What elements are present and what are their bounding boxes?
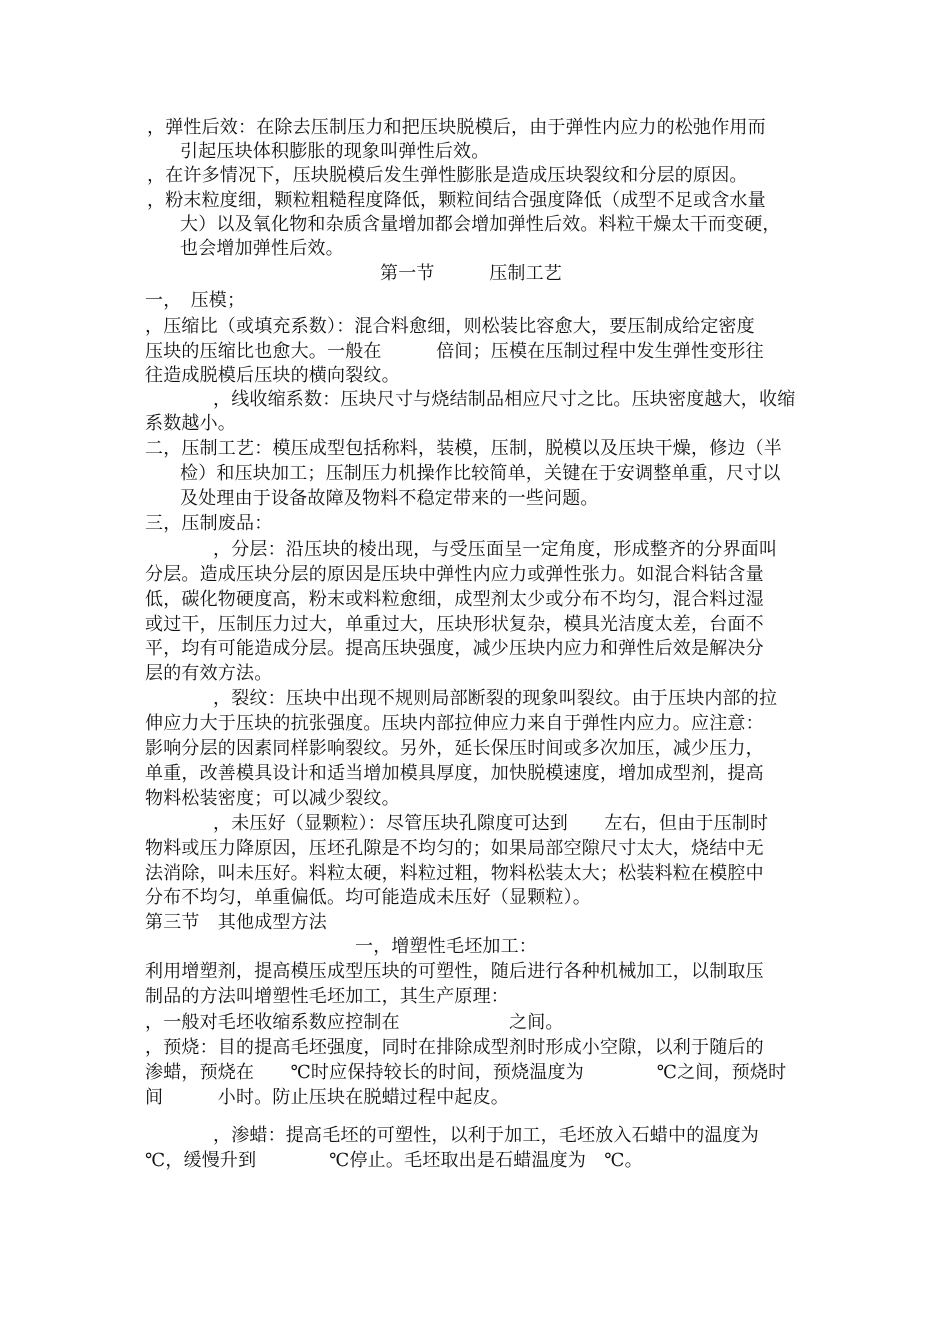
text-line: 系数越小。 xyxy=(145,413,236,434)
text-line: ，分层：沿压块的棱出现，与受压面呈一定角度，形成整齐的分界面叫 xyxy=(213,539,778,560)
text-line: 影响分层的因素同样影响裂纹。另外，延长保压时间或多次加压，减少压力， xyxy=(145,738,764,759)
text-line: 伸应力大于压块的抗张强度。压块内部拉伸应力来自于弹性内应力。应注意： xyxy=(145,713,764,734)
text-line: 渗蜡，预烧在 ℃时应保持较长的时间，预烧温度为 ℃之间，预烧时 xyxy=(145,1062,787,1083)
section-heading: 第三节 其他成型方法 xyxy=(145,912,327,933)
text-line: 一， 压模； xyxy=(145,290,246,311)
text-line: 大）以及氧化物和杂质含量增加都会增加弹性后效。料粒干燥太干而变硬， xyxy=(180,214,781,235)
text-line: 分布不均匀，单重偏低。均可能造成未压好（显颗粒）。 xyxy=(145,887,591,908)
text-line: 单重，改善模具设计和适当增加模具厚度，加快脱模速度，增加成型剂，提高 xyxy=(145,763,764,784)
text-line: 二，压制工艺：模压成型包括称料，装模，压制，脱模以及压块干燥，修边（半 xyxy=(145,438,782,459)
text-line: ，线收缩系数：压块尺寸与烧结制品相应尺寸之比。压块密度越大，收缩 xyxy=(213,389,796,410)
text-line: 分层。造成压块分层的原因是压块中弹性内应力或弹性张力。如混合料钴含量 xyxy=(145,564,764,585)
text-line: 压块的压缩比也愈大。一般在 倍间；压模在压制过程中发生弹性变形往 xyxy=(145,341,764,362)
text-line: 低，碳化物硬度高，粉末或料粒愈细，成型剂太少或分布不均匀，混合料过湿 xyxy=(145,589,764,610)
text-line: ，弹性后效：在除去压制压力和把压块脱模后，由于弹性内应力的松弛作用而 xyxy=(147,117,766,138)
text-line: 或过干，压制压力过大，单重过大，压块形状复杂，模具光洁度太差，台面不 xyxy=(145,614,764,635)
text-line: 引起压块体积膨胀的现象叫弹性后效。 xyxy=(180,141,490,162)
text-line: 制品的方法叫增塑性毛坯加工，其生产原理： xyxy=(145,986,509,1007)
text-line: 物料松装密度；可以减少裂纹。 xyxy=(145,788,400,809)
text-line: ℃，缓慢升到 ℃停止。毛坯取出是石蜡温度为 ℃。 xyxy=(145,1150,643,1171)
text-line: 也会增加弹性后效。 xyxy=(180,238,344,259)
text-line: 层的有效方法。 xyxy=(145,663,273,684)
text-line: ，粉末粒度细，颗粒粗糙程度降低，颗粒间结合强度降低（成型不足或含水量 xyxy=(147,190,766,211)
text-line: ，预烧：目的提高毛坯强度，同时在排除成型剂时形成小空隙，以利于随后的 xyxy=(145,1037,764,1058)
text-line: 检）和压块加工；压制压力机操作比较简单，关键在于安调整单重，尺寸以 xyxy=(180,463,781,484)
text-line: 往造成脱模后压块的横向裂纹。 xyxy=(145,365,400,386)
text-line: 间 小时。防止压块在脱蜡过程中起皮。 xyxy=(145,1087,509,1108)
text-line: ，在许多情况下，压块脱模后发生弹性膨胀是造成压块裂纹和分层的原因。 xyxy=(147,165,748,186)
section-heading: 第一节 压制工艺 xyxy=(380,263,562,284)
text-line: 物料或压力降原因，压坯孔隙是不均匀的；如果局部空隙尺寸太大，烧结中无 xyxy=(145,838,764,859)
text-line: ，一般对毛坯收缩系数应控制在 之间。 xyxy=(145,1012,564,1033)
text-line: 及处理由于设备故障及物料不稳定带来的一些问题。 xyxy=(180,488,599,509)
subsection-heading: 一，增塑性毛坯加工： xyxy=(355,936,537,957)
text-line: ，裂纹：压块中出现不规则局部断裂的现象叫裂纹。由于压块内部的拉 xyxy=(213,688,778,709)
text-line: ，未压好（显颗粒）：尽管压块孔隙度可达到 左右，但由于压制时 xyxy=(213,813,769,834)
text-line: 利用增塑剂，提高模压成型压块的可塑性，随后进行各种机械加工，以制取压 xyxy=(145,961,764,982)
text-line: 法消除，叫未压好。料粒太硬，料粒过粗，物料松装太大；松装料粒在模腔中 xyxy=(145,863,764,884)
text-line: ，压缩比（或填充系数）：混合料愈细，则松装比容愈大，要压制成给定密度 xyxy=(145,316,755,337)
text-line: ，渗蜡：提高毛坯的可塑性，以利于加工，毛坯放入石蜡中的温度为 xyxy=(213,1125,759,1146)
text-line: 三，压制废品： xyxy=(145,513,273,534)
text-line: 平，均有可能造成分层。提高压块强度，减少压块内应力和弹性后效是解决分 xyxy=(145,638,764,659)
